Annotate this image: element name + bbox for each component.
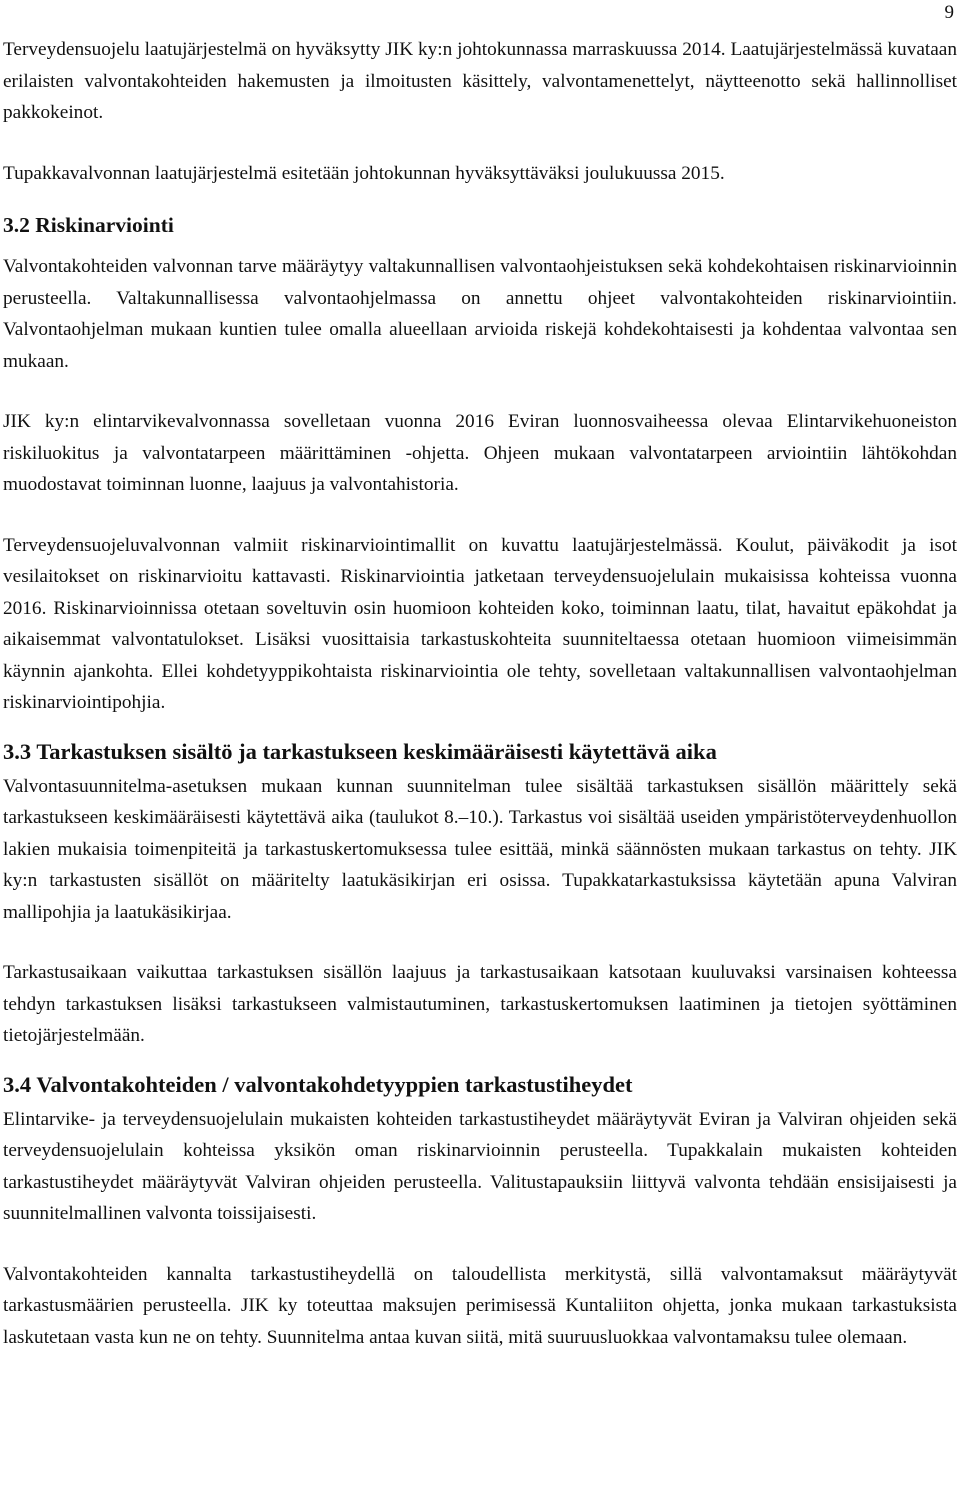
section-3-3-paragraph-2: Tarkastusaikaan vaikuttaa tarkastuksen sisällön laajuus ja tarkastusaikaan katsotaan kuuluvaksi varsinaisen kohteessa tehdyn tarkastuksen lisäksi tarkastukseen valmistautuminen, tarkastuskertomuksen laatiminen ja tietojen syöttäminen tietojärjestelmään. <box>3 962 957 1046</box>
section-3-3-paragraph-1: Valvontasuunnitelma-asetuksen mukaan kunnan suunnitelman tulee sisältää tarkastuksen sisällön määrittely sekä tarkastukseen keskimääräisesti käytettävä aika (taulukot 8.–10.). Tarkastus voi sisältää useiden ympäristöterveydenhuollon lakien mukaisia toimenpiteitä ja tarkastuskertomuksessa tulee esittää, minkä säännösten mukaan tarkastus on tehty. JIK ky:n tarkastusten sisällöt on määritelty laatukäsikirjan eri osissa. Tupakkatarkastuksissa käytetään apuna Valviran mallipohjia ja laatukäsikirjaa. <box>3 775 957 923</box>
intro-paragraph-1: Terveydensuojelu laatujärjestelmä on hyväksytty JIK ky:n johtokunnassa marraskuussa 2014. Laatujärjestelmässä kuvataan erilaisten valvontakohteiden hakemusten ja ilmoitusten käsittely, valvontamenettelyt, näytteenotto sekä hallinnolliset pakkokeinot. <box>3 39 957 123</box>
section-heading-3-4: 3.4 Valvontakohteiden / valvontakohdetyyppien tarkastustiheydet <box>3 1071 633 1097</box>
section-3-4-paragraph-2: Valvontakohteiden kannalta tarkastustiheydellä on taloudellista merkitystä, sillä valvontamaksut määräytyvät tarkastusmäärien perusteella. JIK ky toteuttaa maksujen perimisessä Kuntaliiton ohjetta, jonka mukaan tarkastuksista laskutetaan vasta kun ne on tehty. Suunnitelma antaa kuvan siitä, mitä suuruusluokkaa valvontamaksu tulee olemaan. <box>3 1263 957 1348</box>
section-3-2-paragraph-3: Terveydensuojeluvalvonnan valmiit riskinarviointimallit on kuvattu laatujärjestelmässä. Koulut, päiväkodit ja isot vesilaitokset on riskinarvioitu kattavasti. Riskinarviointia jatketaan terveydensuojelulain mukaisissa kohteissa vuonna 2016. Riskinarvioinnissa otetaan soveltuvin osin huomioon kohteiden koko, toiminnan laatu, tilat, havaitut epäkohdat ja aikaisemmat valvontatulokset. Lisäksi vuosittaisia tarkastuskohteita suunniteltaessa otetaan huomioon viimeisimmän käynnin ajankohta. Ellei kohdetyyppikohtaista riskinarviointia ole tehty, sovelletaan valtakunnallisen valvontaohjelman riskinarviointipohjia. <box>3 534 957 713</box>
section-3-2-paragraph-1: Valvontakohteiden valvonnan tarve määräytyy valtakunnallisen valvontaohjeistuksen sekä kohdekohtaisen riskinarvioinnin perusteella. Valtakunnallisessa valvontaohjelmassa on annettu ohjeet valvontakohteiden riskinarviointiin. Valvontaohjelman mukaan kuntien tulee omalla alueellaan arvioida riskejä kohdekohtaisesti ja kohdentaa valvontaa sen mukaan. <box>3 256 957 372</box>
section-3-2-paragraph-2: JIK ky:n elintarvikevalvonnassa sovelletaan vuonna 2016 Eviran luonnosvaiheessa olevaa Elintarvikehuoneiston riskiluokitus ja valvontatarpeen määrittäminen -ohjetta. Ohjeen mukaan valvontatarpeen arviointiin lähtökohdan muodostavat toiminnan luonne, laajuus ja valvontahistoria. <box>3 411 957 495</box>
document-body <box>3 34 957 1353</box>
intro-paragraph-2: Tupakkavalvonnan laatujärjestelmä esitetään johtokunnan hyväksyttäväksi joulukuussa 2015. <box>3 162 725 184</box>
section-heading-3-3: 3.3 Tarkastuksen sisältö ja tarkastukseen keskimääräisesti käytettävä aika <box>3 738 717 764</box>
page-number: 9 <box>944 2 954 23</box>
section-3-4-paragraph-1: Elintarvike- ja terveydensuojelulain mukaisten kohteiden tarkastustiheydet määräytyvät Eviran ja Valviran ohjeiden sekä terveydensuojelulain kohteissa yksikön oman riskinarvioinnin perusteella. Tupakkalain mukaisten kohteiden tarkastustiheydet määräytyvät Valviran ohjeiden perusteella. Valitustapauksiin liittyvä valvonta tehdään ensisijaisesti ja suunnitelmallinen valvonta toissijaisesti. <box>3 1108 957 1224</box>
section-heading-3-2: 3.2 Riskinarviointi <box>3 213 174 237</box>
